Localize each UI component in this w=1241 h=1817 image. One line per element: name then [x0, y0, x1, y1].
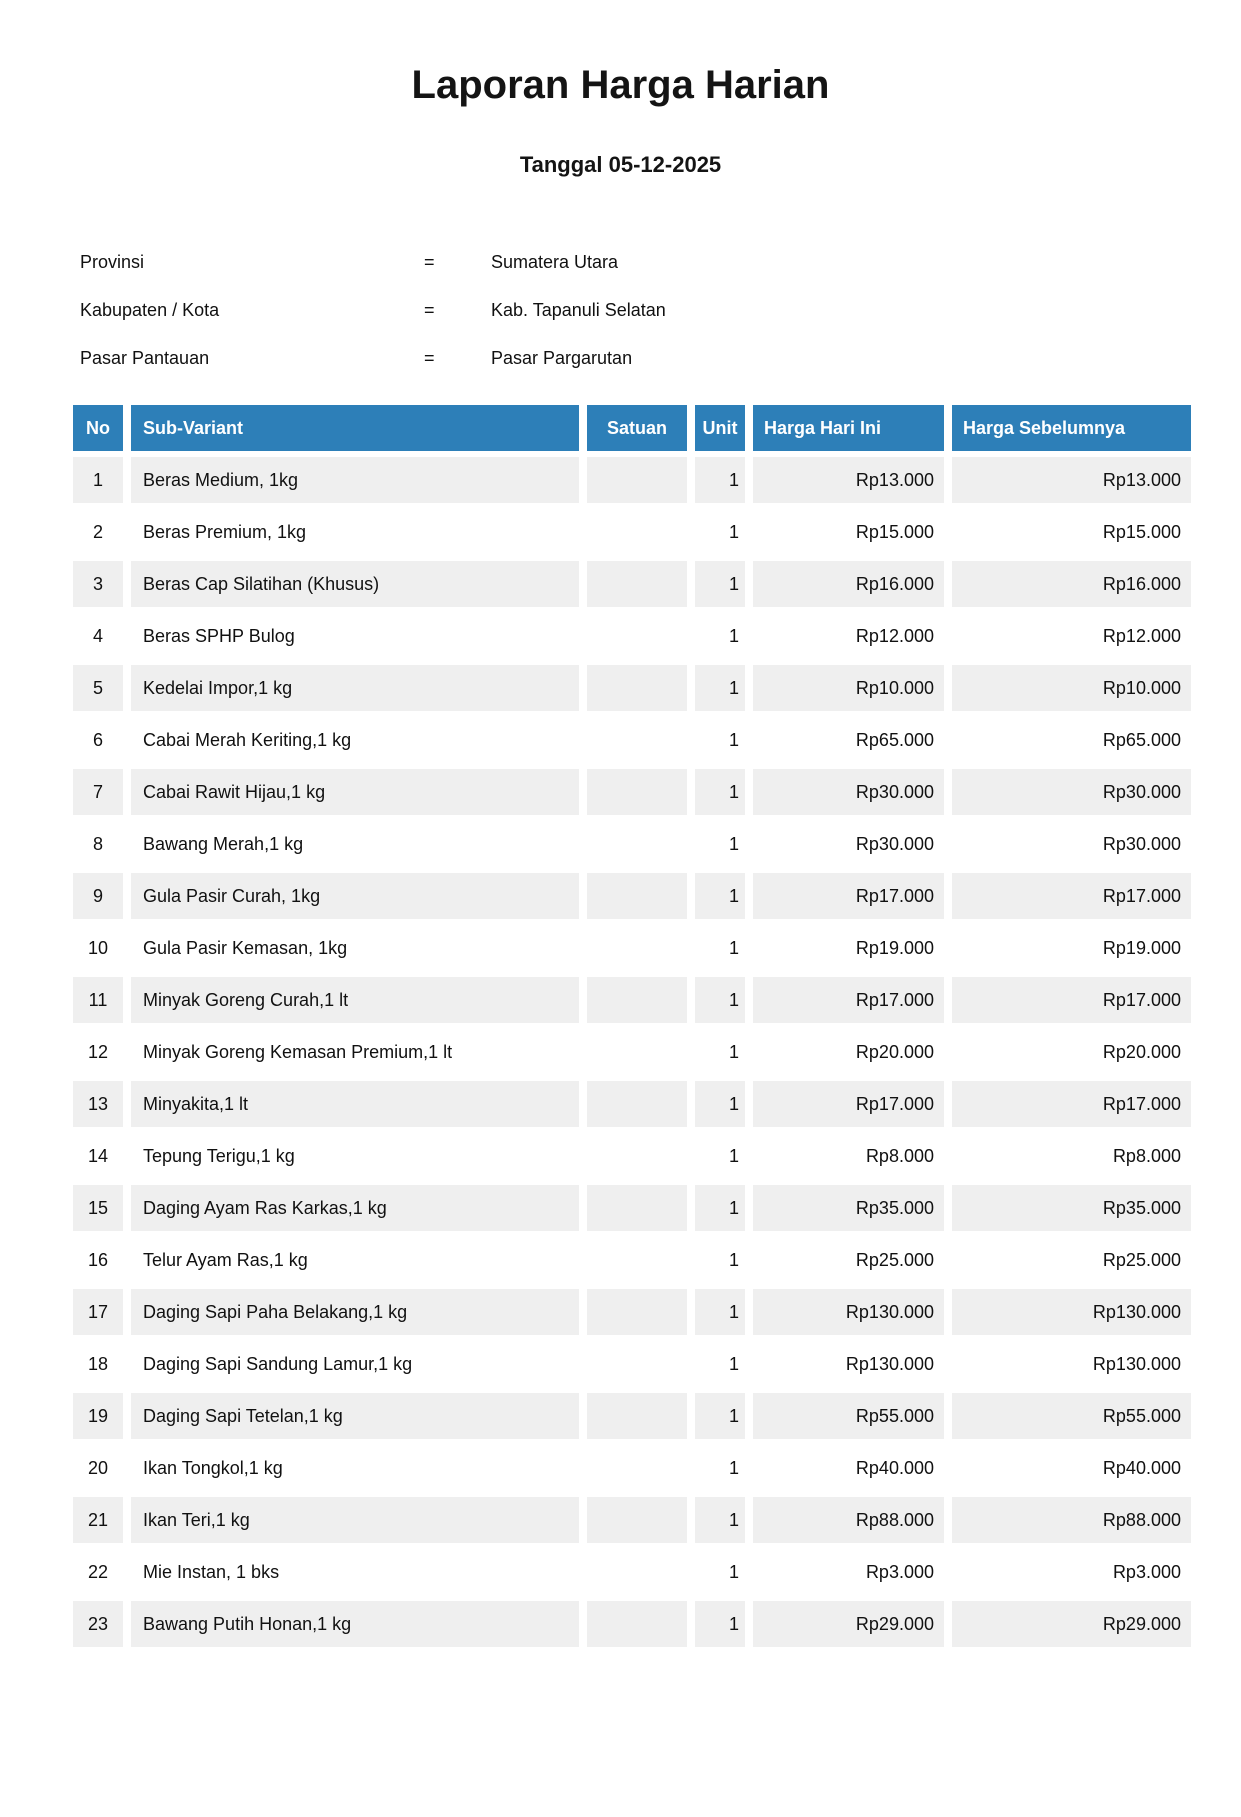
column-header-unit: Unit	[695, 405, 745, 451]
row-unit: 1	[695, 1549, 745, 1595]
row-unit: 1	[695, 873, 745, 919]
row-harga-sebelumnya: Rp130.000	[952, 1341, 1191, 1387]
row-sub-variant: Minyakita,1 lt	[131, 1081, 579, 1127]
row-sub-variant: Gula Pasir Curah, 1kg	[131, 873, 579, 919]
table-row	[73, 1497, 1191, 1543]
provinsi-value: Sumatera Utara	[491, 251, 619, 272]
table-row	[73, 977, 1191, 1023]
table-row	[73, 1549, 1191, 1595]
row-number: 17	[73, 1289, 123, 1335]
row-unit: 1	[695, 1289, 745, 1335]
row-unit: 1	[695, 561, 745, 607]
row-number: 19	[73, 1393, 123, 1439]
row-number: 2	[73, 509, 123, 555]
row-unit: 1	[695, 457, 745, 503]
row-satuan	[587, 509, 687, 555]
row-harga-hari-ini: Rp65.000	[753, 717, 944, 763]
row-satuan	[587, 561, 687, 607]
equals-sign: =	[424, 299, 435, 320]
row-satuan	[587, 1289, 687, 1335]
row-harga-sebelumnya: Rp19.000	[952, 925, 1191, 971]
row-satuan	[587, 1341, 687, 1387]
row-satuan	[587, 1185, 687, 1231]
row-unit: 1	[695, 717, 745, 763]
row-satuan	[587, 613, 687, 659]
table-row	[73, 457, 1191, 503]
row-unit: 1	[695, 1341, 745, 1387]
column-header-harga-hari-ini: Harga Hari Ini	[753, 405, 944, 451]
table-row	[73, 1029, 1191, 1075]
row-satuan	[587, 1445, 687, 1491]
table-row	[73, 873, 1191, 919]
row-harga-sebelumnya: Rp25.000	[952, 1237, 1191, 1283]
row-harga-hari-ini: Rp20.000	[753, 1029, 944, 1075]
price-table-body	[73, 457, 1191, 1647]
row-harga-sebelumnya: Rp12.000	[952, 613, 1191, 659]
row-sub-variant: Cabai Rawit Hijau,1 kg	[131, 769, 579, 815]
row-unit: 1	[695, 769, 745, 815]
row-satuan	[587, 769, 687, 815]
row-number: 8	[73, 821, 123, 867]
row-unit: 1	[695, 1029, 745, 1075]
row-unit: 1	[695, 925, 745, 971]
row-satuan	[587, 457, 687, 503]
row-number: 20	[73, 1445, 123, 1491]
row-harga-sebelumnya: Rp30.000	[952, 821, 1191, 867]
row-unit: 1	[695, 613, 745, 659]
row-harga-sebelumnya: Rp3.000	[952, 1549, 1191, 1595]
row-number: 12	[73, 1029, 123, 1075]
row-harga-hari-ini: Rp40.000	[753, 1445, 944, 1491]
row-unit: 1	[695, 821, 745, 867]
row-harga-hari-ini: Rp10.000	[753, 665, 944, 711]
row-harga-sebelumnya: Rp8.000	[952, 1133, 1191, 1179]
row-harga-sebelumnya: Rp20.000	[952, 1029, 1191, 1075]
table-row	[73, 717, 1191, 763]
row-number: 7	[73, 769, 123, 815]
row-harga-hari-ini: Rp12.000	[753, 613, 944, 659]
pasar-pantauan-label: Pasar Pantauan	[80, 347, 210, 368]
table-row	[73, 561, 1191, 607]
row-number: 9	[73, 873, 123, 919]
info-row-kabupaten-kota	[0, 286, 1241, 334]
price-table-header	[73, 405, 1191, 451]
row-sub-variant: Gula Pasir Kemasan, 1kg	[131, 925, 579, 971]
row-harga-hari-ini: Rp55.000	[753, 1393, 944, 1439]
row-sub-variant: Daging Sapi Tetelan,1 kg	[131, 1393, 579, 1439]
page-title: Laporan Harga Harian	[411, 63, 830, 107]
row-harga-sebelumnya: Rp16.000	[952, 561, 1191, 607]
row-unit: 1	[695, 1133, 745, 1179]
report-info-block	[0, 238, 1241, 382]
row-satuan	[587, 1549, 687, 1595]
row-sub-variant: Daging Sapi Paha Belakang,1 kg	[131, 1289, 579, 1335]
row-sub-variant: Telur Ayam Ras,1 kg	[131, 1237, 579, 1283]
row-satuan	[587, 1393, 687, 1439]
row-harga-hari-ini: Rp19.000	[753, 925, 944, 971]
table-row	[73, 1445, 1191, 1491]
price-table	[65, 399, 1199, 1653]
table-row	[73, 1081, 1191, 1127]
row-harga-hari-ini: Rp16.000	[753, 561, 944, 607]
row-satuan	[587, 977, 687, 1023]
row-unit: 1	[695, 1081, 745, 1127]
row-unit: 1	[695, 1445, 745, 1491]
row-harga-hari-ini: Rp35.000	[753, 1185, 944, 1231]
row-sub-variant: Bawang Putih Honan,1 kg	[131, 1601, 579, 1647]
kabupaten-kota-value: Kab. Tapanuli Selatan	[491, 299, 666, 320]
row-satuan	[587, 1497, 687, 1543]
row-sub-variant: Mie Instan, 1 bks	[131, 1549, 579, 1595]
table-row	[73, 1185, 1191, 1231]
row-sub-variant: Daging Ayam Ras Karkas,1 kg	[131, 1185, 579, 1231]
row-harga-hari-ini: Rp17.000	[753, 977, 944, 1023]
row-satuan	[587, 821, 687, 867]
table-row	[73, 613, 1191, 659]
row-number: 4	[73, 613, 123, 659]
row-harga-sebelumnya: Rp65.000	[952, 717, 1191, 763]
row-sub-variant: Minyak Goreng Curah,1 lt	[131, 977, 579, 1023]
row-unit: 1	[695, 1237, 745, 1283]
row-harga-sebelumnya: Rp29.000	[952, 1601, 1191, 1647]
row-sub-variant: Minyak Goreng Kemasan Premium,1 lt	[131, 1029, 579, 1075]
row-harga-hari-ini: Rp130.000	[753, 1341, 944, 1387]
row-number: 15	[73, 1185, 123, 1231]
row-harga-hari-ini: Rp30.000	[753, 821, 944, 867]
column-header-satuan: Satuan	[587, 405, 687, 451]
row-sub-variant: Beras Premium, 1kg	[131, 509, 579, 555]
row-harga-sebelumnya: Rp17.000	[952, 873, 1191, 919]
row-satuan	[587, 1081, 687, 1127]
row-satuan	[587, 925, 687, 971]
table-row	[73, 1341, 1191, 1387]
info-row-pasar-pantauan	[0, 334, 1241, 382]
column-header-harga-sebelumnya: Harga Sebelumnya	[952, 405, 1191, 451]
row-sub-variant: Bawang Merah,1 kg	[131, 821, 579, 867]
row-number: 1	[73, 457, 123, 503]
table-row	[73, 1289, 1191, 1335]
table-row	[73, 509, 1191, 555]
table-row	[73, 769, 1191, 815]
row-unit: 1	[695, 977, 745, 1023]
row-sub-variant: Kedelai Impor,1 kg	[131, 665, 579, 711]
row-sub-variant: Ikan Teri,1 kg	[131, 1497, 579, 1543]
row-harga-hari-ini: Rp130.000	[753, 1289, 944, 1335]
table-row	[73, 1237, 1191, 1283]
row-harga-hari-ini: Rp30.000	[753, 769, 944, 815]
row-harga-hari-ini: Rp17.000	[753, 1081, 944, 1127]
row-satuan	[587, 1029, 687, 1075]
pasar-pantauan-value: Pasar Pargarutan	[491, 347, 633, 368]
row-number: 6	[73, 717, 123, 763]
row-number: 21	[73, 1497, 123, 1543]
row-satuan	[587, 873, 687, 919]
row-satuan	[587, 717, 687, 763]
table-row	[73, 1393, 1191, 1439]
row-number: 10	[73, 925, 123, 971]
row-harga-sebelumnya: Rp15.000	[952, 509, 1191, 555]
row-harga-sebelumnya: Rp40.000	[952, 1445, 1191, 1491]
row-number: 16	[73, 1237, 123, 1283]
row-harga-sebelumnya: Rp35.000	[952, 1185, 1191, 1231]
row-harga-sebelumnya: Rp55.000	[952, 1393, 1191, 1439]
row-harga-sebelumnya: Rp10.000	[952, 665, 1191, 711]
table-row	[73, 925, 1191, 971]
row-sub-variant: Tepung Terigu,1 kg	[131, 1133, 579, 1179]
row-number: 22	[73, 1549, 123, 1595]
row-sub-variant: Beras SPHP Bulog	[131, 613, 579, 659]
row-satuan	[587, 1237, 687, 1283]
row-harga-sebelumnya: Rp88.000	[952, 1497, 1191, 1543]
row-number: 3	[73, 561, 123, 607]
row-sub-variant: Daging Sapi Sandung Lamur,1 kg	[131, 1341, 579, 1387]
row-sub-variant: Cabai Merah Keriting,1 kg	[131, 717, 579, 763]
row-harga-sebelumnya: Rp130.000	[952, 1289, 1191, 1335]
row-sub-variant: Ikan Tongkol,1 kg	[131, 1445, 579, 1491]
row-harga-sebelumnya: Rp17.000	[952, 1081, 1191, 1127]
provinsi-label: Provinsi	[80, 251, 145, 272]
row-unit: 1	[695, 665, 745, 711]
table-row	[73, 665, 1191, 711]
report-date: Tanggal 05-12-2025	[519, 152, 722, 177]
header-row	[73, 405, 1191, 451]
table-row	[73, 821, 1191, 867]
kabupaten-kota-label: Kabupaten / Kota	[80, 299, 220, 320]
row-satuan	[587, 665, 687, 711]
row-unit: 1	[695, 1497, 745, 1543]
row-unit: 1	[695, 1393, 745, 1439]
row-satuan	[587, 1133, 687, 1179]
row-unit: 1	[695, 1185, 745, 1231]
row-sub-variant: Beras Medium, 1kg	[131, 457, 579, 503]
row-sub-variant: Beras Cap Silatihan (Khusus)	[131, 561, 579, 607]
row-satuan	[587, 1601, 687, 1647]
row-harga-hari-ini: Rp29.000	[753, 1601, 944, 1647]
row-harga-hari-ini: Rp3.000	[753, 1549, 944, 1595]
row-harga-hari-ini: Rp25.000	[753, 1237, 944, 1283]
row-harga-sebelumnya: Rp17.000	[952, 977, 1191, 1023]
row-harga-sebelumnya: Rp30.000	[952, 769, 1191, 815]
equals-sign: =	[424, 251, 435, 272]
column-header-no: No	[73, 405, 123, 451]
row-unit: 1	[695, 509, 745, 555]
row-harga-hari-ini: Rp88.000	[753, 1497, 944, 1543]
row-number: 13	[73, 1081, 123, 1127]
row-number: 14	[73, 1133, 123, 1179]
row-harga-hari-ini: Rp17.000	[753, 873, 944, 919]
row-harga-hari-ini: Rp8.000	[753, 1133, 944, 1179]
row-harga-hari-ini: Rp15.000	[753, 509, 944, 555]
column-header-sub-variant: Sub-Variant	[131, 405, 579, 451]
row-unit: 1	[695, 1601, 745, 1647]
row-number: 11	[73, 977, 123, 1023]
equals-sign: =	[424, 347, 435, 368]
row-harga-sebelumnya: Rp13.000	[952, 457, 1191, 503]
row-number: 5	[73, 665, 123, 711]
info-row-provinsi	[0, 238, 1241, 286]
table-row	[73, 1601, 1191, 1647]
row-harga-hari-ini: Rp13.000	[753, 457, 944, 503]
row-number: 18	[73, 1341, 123, 1387]
table-row	[73, 1133, 1191, 1179]
row-number: 23	[73, 1601, 123, 1647]
